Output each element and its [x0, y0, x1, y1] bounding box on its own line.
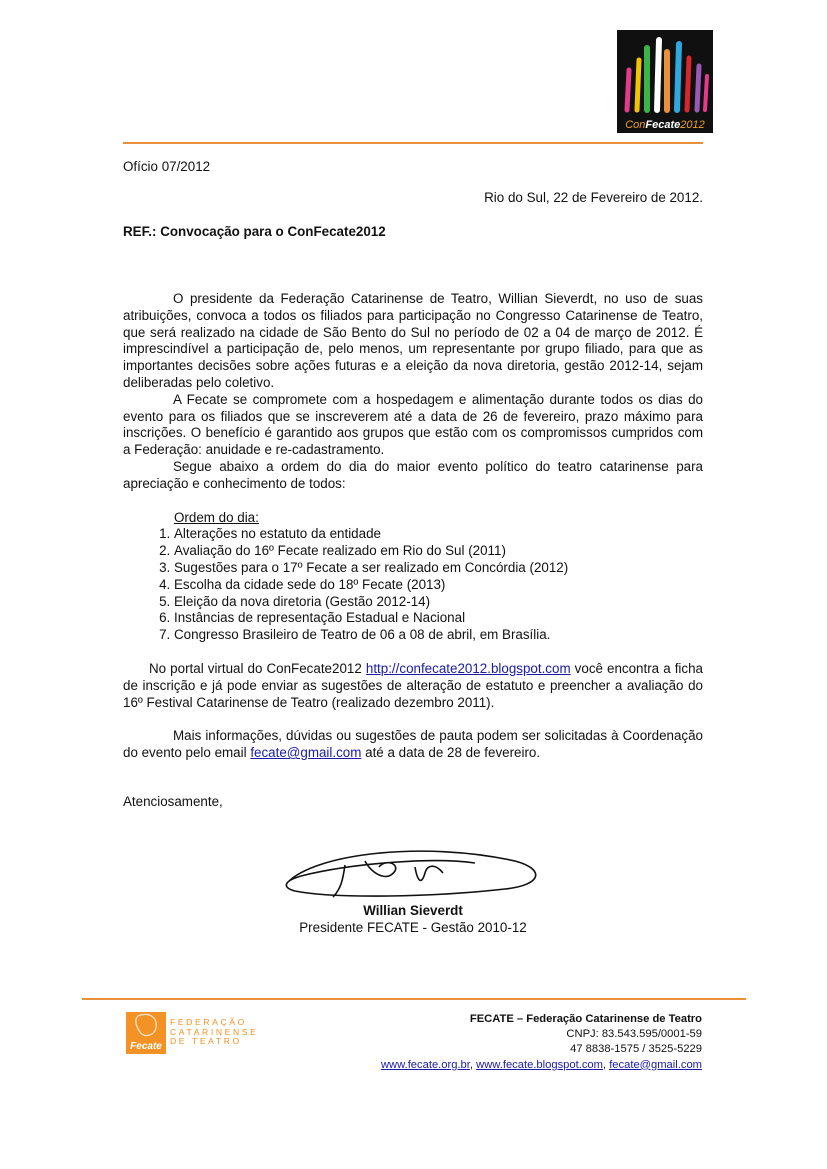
handwritten-signature — [275, 843, 550, 905]
place-date: Rio do Sul, 22 de Fevereiro de 2012. — [484, 190, 703, 205]
raised-hands-icon — [617, 30, 713, 115]
agenda-list — [123, 526, 703, 644]
fecate-logo-text — [170, 1018, 258, 1047]
fecate-logo-word: Fecate — [130, 1041, 162, 1052]
confecate-blog-link[interactable]: http://confecate2012.blogspot.com — [365, 660, 571, 676]
confecate-logo — [617, 30, 713, 133]
footer-links: www.fecate.org.br, www.fecate.blogspot.com, fecate@gmail.com — [380, 1058, 702, 1071]
paragraph-2: A Fecate se compromete com a hospedagem e alimentação durante todos os dias do evento para os filiados que se inscreverem até a data de 26 de fevereiro, prazo máximo para inscrições. O benefício é garantido aos grupos que estão com os compromissos cumpridos com a Federação: anuidade e re-cadastramento. — [123, 391, 703, 458]
fecate-logo — [126, 1012, 166, 1054]
agenda-item: 4. Escolha da cidade sede do 18º Fecate (2013) — [174, 577, 703, 594]
signer-role: Presidente FECATE - Gestão 2010-12 — [299, 920, 527, 935]
footer-site-link[interactable]: www.fecate.org.br — [380, 1058, 470, 1071]
letter-body — [123, 291, 703, 762]
agenda-item: 1. Alterações no estatuto da entidade — [174, 526, 703, 543]
logo-line-3: DE TEATRO — [170, 1036, 242, 1047]
signer-name: Willian Sieverdt — [363, 903, 463, 918]
office-number: Ofício 07/2012 — [123, 159, 211, 174]
footer-cnpj: CNPJ: 83.543.595/0001-59 — [566, 1028, 702, 1041]
footer-contact — [300, 1012, 702, 1073]
logo-line-2: CATARINENSE — [170, 1026, 259, 1037]
paragraph-3: Segue abaixo a ordem do dia do maior evento político do teatro catarinense para apreciação e conhecimento de todos: — [123, 458, 703, 491]
footer-blog-link[interactable]: www.fecate.blogspot.com — [476, 1058, 603, 1071]
footer-email-link[interactable]: fecate@gmail.com — [609, 1058, 702, 1071]
contact-text-after: até a data de 28 de fevereiro. — [365, 745, 541, 761]
portal-paragraph — [123, 661, 703, 711]
footer-phones: 47 8838-1575 / 3525-5229 — [570, 1043, 702, 1056]
logo-caption: ConFecate2012 — [625, 119, 705, 131]
portal-text-before: No portal virtual do ConFecate2012 — [149, 660, 362, 676]
portal-text-after: você encontra a ficha de inscrição e já pode enviar as sugestões de alteração de estatuto e preencher a avaliação do 16º Festival Catarinense de Teatro (realizado dezembro 2011). — [123, 660, 703, 710]
agenda-item: 5. Eleição da nova diretoria (Gestão 2012-14) — [174, 594, 703, 611]
contact-email-link[interactable]: fecate@gmail.com — [250, 745, 362, 761]
theater-mask-icon — [126, 1012, 166, 1042]
logo-line-1: FEDERAÇÃO — [170, 1017, 247, 1027]
header-divider — [123, 142, 703, 144]
agenda-item: 3. Sugestões para o 17º Fecate a ser realizado em Concórdia (2012) — [174, 560, 703, 577]
contact-text-before: Mais informações, dúvidas ou sugestões de pauta podem ser solicitadas à Coordenação do evento pelo email — [123, 728, 703, 761]
agenda-title: Ordem do dia: — [174, 509, 259, 525]
contact-paragraph — [123, 728, 703, 762]
closing: Atenciosamente, — [123, 794, 223, 809]
reference-line: REF.: Convocação para o ConFecate2012 — [123, 224, 386, 239]
agenda-item: 2. Avaliação do 16º Fecate realizado em Rio do Sul (2011) — [174, 543, 703, 560]
paragraph-1: O presidente da Federação Catarinense de Teatro, Willian Sieverdt, no uso de suas atribuições, convoca a todos os filiados para participação no Congresso Catarinense de Teatro, que será realizado na cidade de São Bento do Sul no período de 02 a 04 de março de 2012. É imprescindível a participação de, pelo menos, um representante por grupo filiado, para que as importantes decisões sobre ações futuras e a eleição da nova diretoria, gestão 2012-14, sejam deliberadas pelo coletivo. — [123, 291, 703, 390]
footer-org-name: FECATE – Federação Catarinense de Teatro — [469, 1013, 702, 1025]
agenda-item: 7. Congresso Brasileiro de Teatro de 06 a 08 de abril, em Brasília. — [174, 627, 703, 644]
agenda-item: 6. Instâncias de representação Estadual e Nacional — [174, 610, 703, 627]
footer-divider — [82, 998, 746, 1000]
